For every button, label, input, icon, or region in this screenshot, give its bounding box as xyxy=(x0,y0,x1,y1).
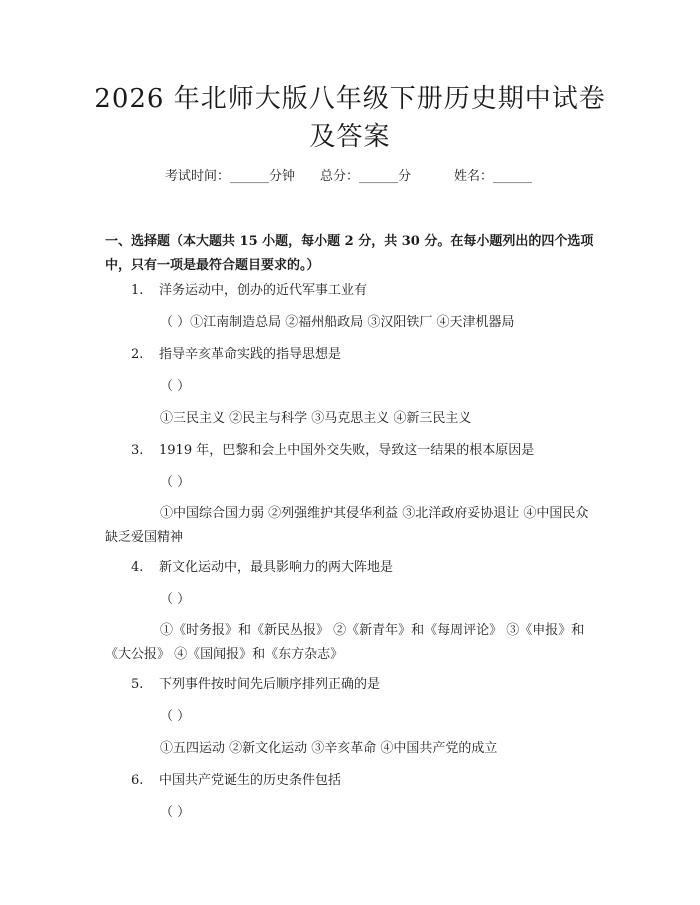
question-number: 6. xyxy=(131,773,144,788)
answer-blank: （ ） xyxy=(160,592,191,607)
question-number: 3. xyxy=(131,443,144,458)
question-5-options: ①五四运动 ②新文化运动 ③辛亥革命 ④中国共产党的成立 xyxy=(160,741,498,756)
exam-time-field: 考试时间：______分钟 xyxy=(165,169,296,184)
question-stem: 1919 年，巴黎和会上中国外交失败，导致这一结果的根本原因是 xyxy=(159,443,535,458)
answer-blank: （ ） xyxy=(160,379,191,394)
answer-blank: （ ） xyxy=(160,805,191,820)
page-title: 2026 年北师大版八年级下册历史期中试卷及答案 xyxy=(94,84,606,152)
question-stem: 洋务运动中，创办的近代军事工业有 xyxy=(159,283,368,298)
question-number: 5. xyxy=(131,677,144,692)
question-number: 2. xyxy=(131,347,144,362)
question-stem: 新文化运动中，最具影响力的两大阵地是 xyxy=(159,560,394,575)
answer-blank: （ ） xyxy=(160,475,191,490)
section-heading: 一、选择题（本大题共 15 小题，每小题 2 分，共 30 分。在每小题列出的四个选项中，只有一项是最符合题目要求的。） xyxy=(105,234,594,273)
question-stem: 下列事件按时间先后顺序排列正确的是 xyxy=(159,677,381,692)
question-3-options: ①中国综合国力弱 ②列强维护其侵华利益 ③北洋政府妥协退让 ④中国民众缺乏爱国精神 xyxy=(105,506,589,545)
answer-blank: （ ） xyxy=(160,709,191,724)
question-number: 1. xyxy=(131,283,144,298)
student-name-field: 姓名：______ xyxy=(454,169,533,184)
question-number: 4. xyxy=(131,560,144,575)
question-stem: 中国共产党诞生的历史条件包括 xyxy=(159,773,342,788)
question-4-options: ①《时务报》和《新民丛报》 ②《新青年》和《每周评论》 ③《申报》和《大公报》 ④《国闻报》和《东方杂志》 xyxy=(105,623,585,662)
total-score-field: 总分：______分 xyxy=(320,169,412,184)
question-2-options: ①三民主义 ②民主与科学 ③马克思主义 ④新三民主义 xyxy=(160,411,472,426)
question-1-options: （ ）①江南制造总局 ②福州船政局 ③汉阳铁厂 ④天津机器局 xyxy=(160,315,515,330)
question-stem: 指导辛亥革命实践的指导思想是 xyxy=(159,347,342,362)
